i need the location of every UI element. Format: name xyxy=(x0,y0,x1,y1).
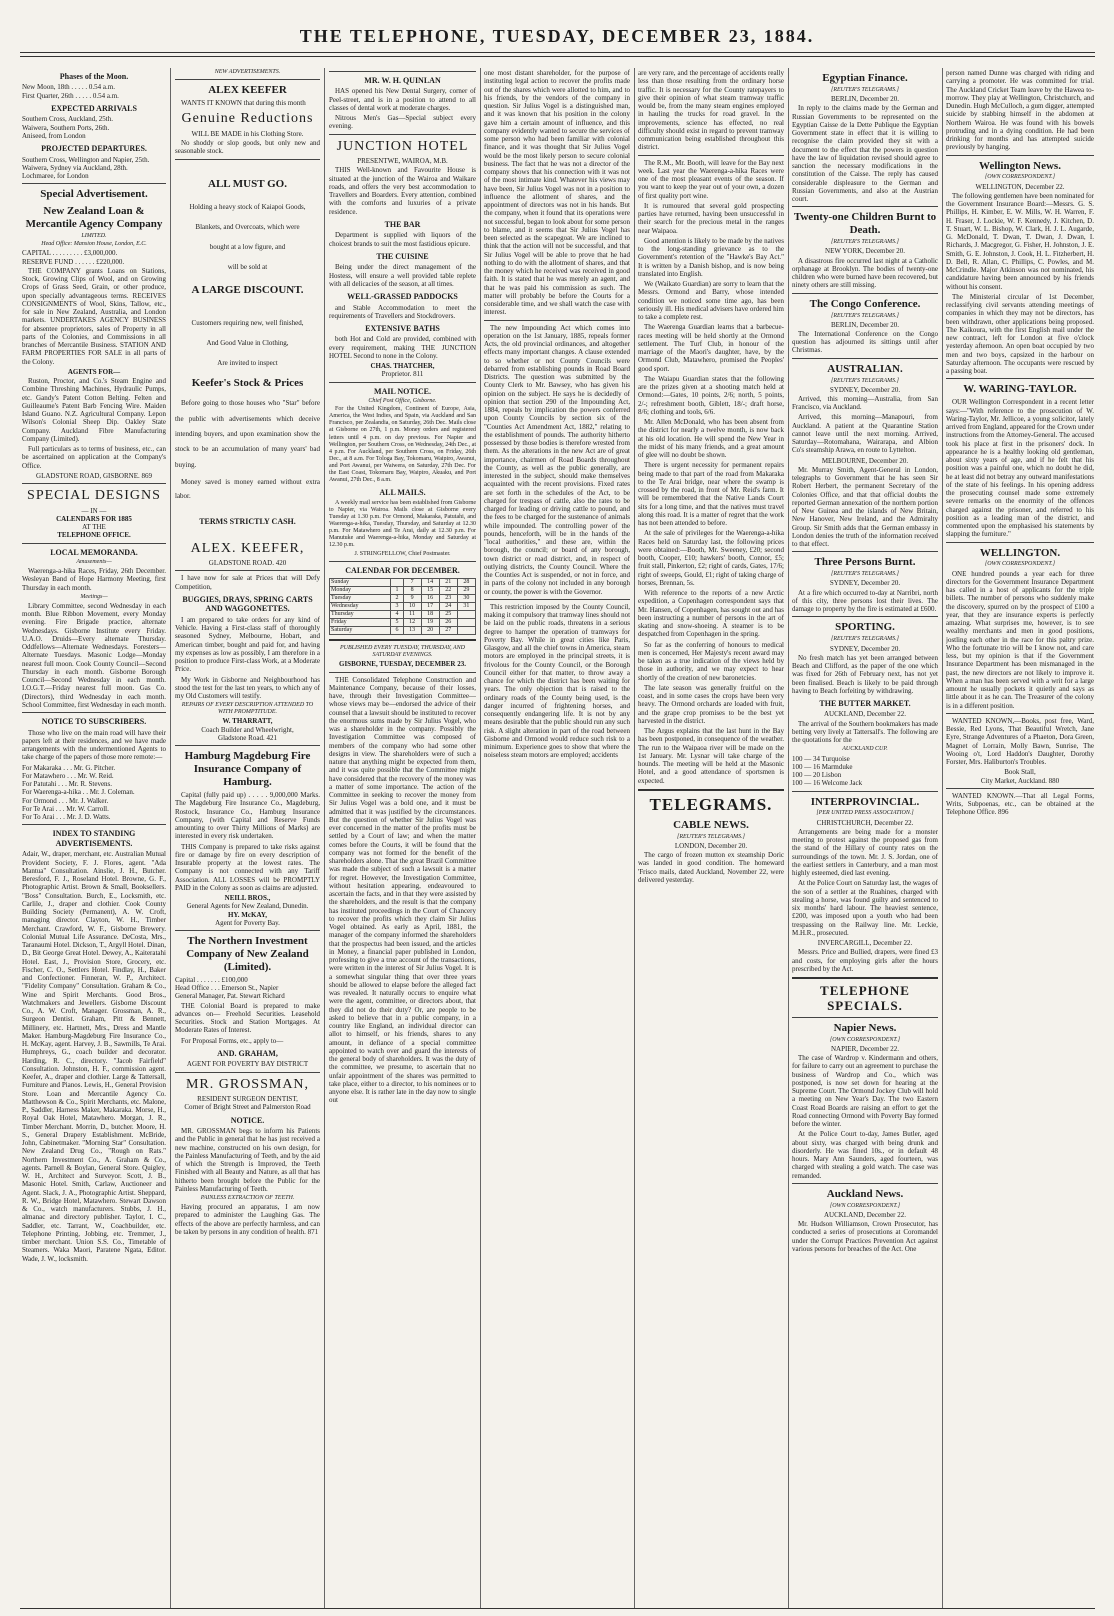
auckland-continued: person named Dunne was charged with riding and carrying a promoter. He was committed for trial. The Auckland Cricket Team leave by the Hawea to-morrow. They play at Wellington, Christchurch, and Dunedin. Hugh McCulloch, a gum digger, attempted suicide by stabbing himself in the abdomen at Northern Wairoa. He was found with his bowels protruding and in a dying condition. He had been drinking for months and has attempted suicide previously by hanging. xyxy=(946,69,1094,152)
telephone-specials-heading: TELEPHONE SPECIALS. xyxy=(820,983,910,1014)
genuine-reductions: Genuine Reductions xyxy=(181,111,314,127)
news-item: The late season was generally fruitful on the coast, and in some cases the crops have been very heavy. The Ormond orchards are loaded with fruit, and the grape crop promises to be the best yet harvested in the district. xyxy=(638,683,784,725)
calendar-day-name: Wednesday xyxy=(330,602,391,610)
calendar-date: 12 xyxy=(403,618,421,626)
police-body: At the Police Court on Saturday last, the wages of the son of a settler at the Ruahines, charged with stealing a horse, was found guilty and sentenced to six months' hard labour. The heaviest sentence, £200, was imposed upon a youth who had been trespassing on the Railway line. Mr. Leckie, M.H.R., prosecuted. xyxy=(792,879,938,937)
calendar-date: 22 xyxy=(439,586,457,594)
keefer-stock-heading: Keefer's Stock & Prices xyxy=(191,377,304,390)
coach-address: Gladstone Road. 421 xyxy=(218,733,277,742)
odds-line: 100 — 16 Welcome Jack xyxy=(792,779,863,788)
burnt-heading: Three Persons Burnt. xyxy=(814,556,916,569)
calendar-date xyxy=(457,618,475,626)
cable-body: The cargo of frozen mutton ex steamship Doric was landed in good condition. The homeward 'Frisco mails, dated Auckland, November 22, were delivered yesterday. xyxy=(638,851,784,884)
wellington-body: The following gentlemen have been nominated for the Government Insurance Board:—Messrs. G. S. Phillips, H. Kimber, E. W. Mills, W. H. Warren, F. H. Fraser, J. Lockie, W. F. Kennedy, J. Kitchen, D. T. Stuart, W. L. Bishop, W. Clark, H. J. L. Augarde, G. McDonald, T. Dwan, T. Dwan, J. Dwan, I. Richards, J. Macgregor, G. Fisher, H. Johnston, J. E. Smith, G. E. Johnston, J. Cook, H. L. Fitzherbert, H. D. Bell, R. Allan, C. Phillips, C. Powles, and M. McCrindle. Major Atkinson was not nominated, his candidature having been announced by his friends without his consent. xyxy=(946,191,1094,291)
column-rule xyxy=(788,68,789,1608)
auckland-news-heading: Auckland News. xyxy=(826,1187,904,1200)
northern-manager: General Manager, Pat. Stewart Richard xyxy=(175,992,285,1001)
before-going-body: Before going to those houses who "Star" before the public with advertisements which deceive intending buyers, and upon examination show the stock to be an accumulation of many years' bad buying. xyxy=(175,399,320,469)
column-3 xyxy=(329,68,476,1608)
hamburg-title: Hamburg Magdeburg Fire Insurance Company of Hamburg. xyxy=(184,750,311,789)
calendar-row xyxy=(330,610,476,618)
news-item: So far as the conferring of honours to medical men is concerned, Her Majesty's recent award may be taken as a true indication of the views held by those in authority, and we may expect to hear shortly of the creation of new baronetcies. xyxy=(638,640,784,682)
own-correspondent-label: [OWN CORRESPONDENT.] xyxy=(984,174,1056,181)
agents-heading: AGENTS FOR— xyxy=(67,367,121,376)
calendar-date: 2 xyxy=(391,594,403,602)
own-correspondent-label: [OWN CORRESPONDENT.] xyxy=(984,561,1056,568)
calendar-date: 30 xyxy=(457,594,475,602)
quinlan-note: Nitrous Men's Gas—Special subject every evening. xyxy=(329,114,476,131)
amusements-body: Waerenga-a-hika Races, Friday, 26th December. Wesleyan Band of Hope Harmony Meeting, first Thursday in each month. xyxy=(22,567,166,592)
sporting-body: No fresh match has yet been arranged between Beach and Clifford, as the paper of the one which was fixed for 26th of February next, has not yet been finalised. Beach is likely to be paid through having to Beach forfeiting by withdrawing. xyxy=(792,653,938,695)
new-ads-label: NEW ADVERTISEMENTS. xyxy=(214,69,281,75)
interprovincial-body: Arrangements are being made for a monster meeting to protest against the proposed gas from the stand of the Hillary of county rates on the surroundings of the town. Mr. J. S. Jordan, one of the earliest settlers in Canterbury, and a man most highly esteemed, died last evening. xyxy=(792,827,938,878)
published-line: PUBLISHED EVERY TUESDAY, THURSDAY, AND SATURDAY EVENINGS. xyxy=(339,645,466,659)
agent-line: For Ormond . . . Mr. J. Walker. xyxy=(22,796,109,805)
dateline: AUCKLAND, December 22. xyxy=(823,1210,907,1219)
calendar-date: 31 xyxy=(457,602,475,610)
congo-heading: The Congo Conference. xyxy=(809,297,921,310)
news-item: Good attention is likely to be made by the natives to the long-standing grievance as to the Government's retention of the "Hawke's Bay Act." It is written by a Danish bishop, and is now being translated into English. xyxy=(638,236,784,278)
buggies-body-2: My Work in Gisborne and Neighbourhood has stood the test for the last ten years, to which any of my Old Customers will testify. xyxy=(175,675,320,700)
news-item: There is urgent necessity for permanent repairs being made to that part of the road from Makaraka to the Te Arai bridge, near where the swamp is crossed by the road, in front of Mr. Reid's farm. It will be remembered that the Native Lands Court sits for a long time, and that the natives must travel along this road. It is a matter of regret that the work has not been attended to before. xyxy=(638,461,784,527)
keefer-name: ALEX KEEFER xyxy=(208,84,287,97)
arrival-line: Southern Cross, Auckland, 25th. xyxy=(22,115,113,124)
tide-line: First Quarter, 26th . . . . . 0.54 a.m. xyxy=(22,91,119,100)
reuters-label: [REUTER'S TELEGRAMS.] xyxy=(677,833,745,840)
invited-line: Are invited to inspect xyxy=(217,359,278,367)
column-1 xyxy=(22,68,166,1608)
agent-line: For Waerenga-a-hika . . Mr. J. Coleman. xyxy=(22,788,135,797)
napier-news-heading: Napier News. xyxy=(833,1021,897,1034)
calendar-day-name: Thursday xyxy=(330,610,391,618)
reuters-label: [REUTER'S TELEGRAMS.] xyxy=(831,86,899,93)
nzla-address: GLADSTONE ROAD, GISBORNE. 869 xyxy=(36,471,152,480)
reduction-body: No shoddy or slop goods, but only new and seasonable stock. xyxy=(175,139,320,156)
agents-body: Ruston, Proctor, and Co.'s Steam Engine and Combine Threshing Machines, Hydraulic Pumps, etc. Gandy's Patent Cotton Belting. Felten and Guilleaume's Patent Barb Fencing Wire. Maiden Island Guano. N.Z. Agricultural Company. Lepon Wilson's Colonial Sheep Dip. Oakley State Company. Auckland Fibre Manufacturing Company (Limited). xyxy=(22,377,166,443)
tides-heading: Phases of the Moon. xyxy=(59,72,129,81)
nzla-reserve: RESERVE FUND . . . . . . £220,000. xyxy=(22,257,125,266)
calendar-date: 20 xyxy=(421,627,439,635)
dateline: NEW YORK, December 20. xyxy=(825,247,905,256)
tharratt-name: W. THARRATT, xyxy=(222,717,273,726)
proprietor-label: Proprietor. 811 xyxy=(381,370,424,379)
nzla-capital: CAPITAL . . . . . . . . . £3,000,000. xyxy=(22,249,118,258)
meetings-body: Library Committee, second Wednesday in each month. Blue Ribbon Movement, every Monday evening. Fire Brigade practice, alternate Wednesdays. Gisborne Institute every Friday. U.A.O. Druids—Every alternate Thursday. Oddfellows—Alternate Wednesdays. Foresters—Alternate Tuesdays. Masonic Lodge—Monday nearest full moon. Cook County Council—Second Thursday in each month. Gisborne Borough Council—Second Wednesday in each month. I.O.G.T.—Friday nearest full moon. Gas Co. (Directors), third Wednesday in each month. School Committee, first Wednesday in each month. xyxy=(22,601,166,709)
holding-line: Holding a heavy stock of Kaiapoi Goods, xyxy=(189,202,306,211)
dateline: SYDNEY, December 20. xyxy=(829,385,901,394)
column-rule xyxy=(634,68,635,1608)
northern-title: The Northern Investment Company of New Zealand (Limited). xyxy=(186,935,309,973)
column-7 xyxy=(946,68,1094,1608)
mail-notice-heading: MAIL NOTICE. xyxy=(374,386,431,396)
nzla-title: New Zealand Loan & Mercantile Agency Company xyxy=(25,205,163,231)
column-rule xyxy=(170,68,171,1608)
notice-subscribers-heading: NOTICE TO SUBSCRIBERS. xyxy=(41,717,147,727)
reuters-label: [REUTER'S TELEGRAMS.] xyxy=(831,377,899,384)
calendar-date: 17 xyxy=(421,602,439,610)
bar-heading: THE BAR xyxy=(384,219,421,229)
telegrams-heading: TELEGRAMS. xyxy=(649,794,773,814)
congo-body: The International Conference on the Congo question has adjourned its sittings until after Christmas. xyxy=(792,329,938,355)
repairs-line: REPAIRS OF EVERY DESCRIPTION ATTENDED TO WITH PROMPTITUDE. xyxy=(181,702,314,716)
calendar-date: 18 xyxy=(421,610,439,618)
calendar-row xyxy=(330,618,476,626)
butter-body: The arrival of the Southern bookmakers has made betting very lively at Tattersall's. The following are the quotations for the xyxy=(792,719,938,745)
calendar-date: 8 xyxy=(403,586,421,594)
calendar-date: 3 xyxy=(391,602,403,610)
hamburg-body: Capital (fully paid up) . . . . . 9,000,000 Marks. The Magdeburg Fire Insurance Co., Magdeburg, Rostock, Insurance Co., Hamburg Insurance Company, (with Capital and Reserve Funds amounting to over Thirty Millions of Marks) are interested in every risk undertaken. xyxy=(175,791,320,841)
news-item: With reference to the reports of a new Arctic expedition, a Copenhagen correspondent says that Mr. Hansen, of Copenhagen, has sought out and has been instructing a number of persons in the art of skating and snow-shoeing. A steamer is to be despatched from Copenhagen in the spring. xyxy=(638,589,784,639)
interprovincial-heading: INTERPROVINCIAL. xyxy=(810,795,920,808)
city-market: City Market, Auckland. 880 xyxy=(980,776,1060,785)
buggies-body: I am prepared to take orders for any kind of Vehicle. Having a First-class staff of thoroughly seasoned Sydney, Melbourne, Hobart, and American timber, bought and paid for, and having my expenses as low as possibly, I am therefore in a position to produce First-class Work, at a Moderate Price. xyxy=(175,615,320,674)
calendar-row xyxy=(330,594,476,602)
egypt-heading: Egyptian Finance. xyxy=(822,72,908,84)
calendar-date: 19 xyxy=(421,618,439,626)
calendar-day-name: Sunday xyxy=(330,578,391,586)
masthead-rule-top xyxy=(20,52,1095,53)
index-heading: INDEX TO STANDING ADVERTISEMENTS. xyxy=(52,829,136,848)
reuters-label: [REUTER'S TELEGRAMS.] xyxy=(831,312,899,319)
calendar-date xyxy=(391,578,403,586)
northern-body: THE Colonial Board is prepared to make advances on— Freehold Securities. Leasehold Securities. Stock and Station Mortgages. At Moderate Rates of Interest. xyxy=(175,1001,320,1035)
good-value-line: And Good Value in Clothing, xyxy=(206,338,289,347)
baths-heading: EXTENSIVE BATHS xyxy=(365,324,440,334)
news-item: The R.M., Mr. Booth, will leave for the Bay next week. Last year the Waerenga-a-hika Races were one of the most pleasant events of the season. If you want to keep the year out of your own, a dozen of first quality port wine. xyxy=(638,158,784,200)
own-correspondent-label: [OWN CORRESPONDENT.] xyxy=(829,1036,901,1043)
special-designs-heading: SPECIAL DESIGNS xyxy=(27,488,161,504)
junction-hotel-title: JUNCTION HOTEL xyxy=(336,138,469,154)
amusements-label: Amusements— xyxy=(76,559,112,566)
calendar-date: 23 xyxy=(439,594,457,602)
baths-body: both Hot and Cold are provided, combined with every requirement, making THE JUNCTION HOTEL Second to none in the Colony. xyxy=(329,335,476,360)
reuters-label: [REUTER'S TELEGRAMS.] xyxy=(831,636,899,643)
all-mails-heading: ALL MAILS. xyxy=(379,488,426,498)
calendar-date: 9 xyxy=(403,594,421,602)
odds-line: 100 — 20 Lisbon xyxy=(792,771,842,780)
graham-sub: AGENT FOR POVERTY BAY DISTRICT xyxy=(186,1060,309,1069)
arrival-line: Waiwera, Southern Ports, 26th. xyxy=(22,123,110,132)
date-line: GISBORNE, TUESDAY, DECEMBER 23. xyxy=(339,660,466,669)
in-label: — IN — xyxy=(81,506,107,515)
invercargill-body: Messrs. Price and Bullied, drapers, were fined £3 and costs, for employing girls after the hours prescribed by the Act. xyxy=(792,948,938,973)
nzla-footer: Full particulars as to terms of business, etc., can be ascertained on application at the Company's Office. xyxy=(22,445,166,470)
editorial-body: THE Consolidated Telephone Construction and Maintenance Company, because of their losses, have, through their Investigation Committee—whose views may be—endorsed the advice of their counsel that a lawsuit should be instituted to recover the enormous sums made by Sir Julius Vogel, who was a shareholder in the company. Possibly the Investigation Committee was composed of members of the company who had some other designs in view. The shareholders were of such a nature that anything might be expected from them, and it was quite possible that the Committee might have considered that the recovery of the money was a matter of some importance. The action of the Committee in seeking to recover the money from Sir Julius Vogel was a bold one, and it must be admitted that it was justified by the circumstances. But the question of whether Sir Julius Vogel was ever concerned in the matter of the profits must be settled by a Court of law; and when the matter comes before the Courts, it will be found that the company was not formed for the benefit of the shareholders alone. That the great Brazil Committee was made the subject of such a lawsuit is a matter for regret. However, the Investigation Committee, without hesitation appearing, endeavoured to ascertain the facts, and in that they were assisted by the shareholders, and the result is that the company has instituted proceedings in the Court of Chancery to recover the profits which they claim Sir Julius Vogel obtained. As early as April, 1881, the manager of the company informed the shareholders that the prospectus had been issued, and the articles in Money, a financial paper published in London, professing to give a true account of the transactions, were written in the interest of Sir Julius Vogel. It is a somewhat singular thing that over three years should be allowed to elapse before the alleged fact was revealed. It naturally occurs to enquire what were the agent, committee, or directors about, that they did not do their duty? Or, are people to be asked to believe that in a public company, in a country like England, an individual director can allot to himself, or his friends, shares to any amount, in defiance of a special committee appointed to watch over and guard the interests of the general body of shareholders. It was the duty of the committee, we presume, to ascertain that no unfair appointment of the shares was permitted to take place, either to a director, to his nominees or to anyone else. It is rather late in the day now to single out xyxy=(329,675,476,1105)
keefer-signature: ALEX. KEEFER, xyxy=(190,540,305,556)
agent-line: For To Arai . . . Mr. J. D. Watts. xyxy=(22,813,111,822)
quinlan-body: HAS opened his New Dental Surgery, corner of Peel-street, and is in a position to attend to all classes of dental work at moderate charges. xyxy=(329,87,476,112)
calendar-date: 25 xyxy=(439,610,457,618)
blankets-line: Blankets, and Overcoats, which were xyxy=(195,222,300,231)
masthead-rule-bottom xyxy=(20,56,1095,57)
odds-line: 100 — 34 Turquoise xyxy=(792,754,850,763)
dateline: AUCKLAND, December 22. xyxy=(823,710,907,719)
wanted-books-ad: WANTED KNOWN,—Books, post free, Ward, Bessie, Red Lyons, That Beautiful Wretch, Jane Eyre, Strange Adventures of a Phaeton, Dora Green, Magnet of Lorrain, Molly Bawn, Sunrise, The Wooing o't, Lord Haddon's Daughter, Dorothy Forster, Mrs. Haliburton's Troubles. xyxy=(946,716,1094,767)
dateline: BERLIN, December 20. xyxy=(830,320,900,329)
calendar-date: 7 xyxy=(403,578,421,586)
editorial-continued: one most distant shareholder, for the purpose of instituting legal action to recover the profits made out of the shares which were allotted to him, and to his friends, by the vendors of the company in question. Sir Julius Vogel is a distinguished man, and it was known that his position in the colony gave him a certain amount of influence, and this company evidently wanted to secure the services of some person who had been familiar with colonial finance, and it was thought that Sir Julius Vogel would be the most likely person to secure colonial business. The fact that he was not a director of the company shows that his connection with it was not of the most intimate kind. Whatever his views may have been, Sir Julius Vogel was not in a position to influence the allotment of shares, and the appointment of directors was not in his hands. But the company, when it found that its operations were not successful, began to look about for some person to blame, and it seems that Sir Julius Vogel has been selected as the scapegoat. We are inclined to think that the action will not be successful, and that Sir Julius Vogel will be able to prove that he had nothing to do with the allotment of shares, and that the money which he received was received in good faith. It is stated that he was merely an agent, and that he was paid his commission as such. The matter will probably be before the Courts for a considerable time, and we shall watch the case with interest. xyxy=(484,69,630,317)
calendar-date: 11 xyxy=(403,610,421,618)
wanted-forms-ad: WANTED KNOWN.—That all Legal Forms, Writs, Subpoenas, etc., can be obtained at the Telephone Office. 896 xyxy=(946,791,1094,817)
news-item: The Waerenga Guardian learns that a barbecue-races meeting will be held shortly at the Ormond settlement. The Turf Club, in honour of the marriage of the Maori's daughter, have, by the Ormond Club, Matawhero, promised the Peoples' good sport. xyxy=(638,323,784,373)
masthead-title: THE TELEPHONE, TUESDAY, DECEMBER 23, 1884. xyxy=(299,26,815,46)
calendar-date: 29 xyxy=(457,586,475,594)
press-assoc-label: [PER UNITED PRESS ASSOCIATION.] xyxy=(816,810,914,817)
calendar-date: 14 xyxy=(421,578,439,586)
news-item: Mr. Allen McDonald, who has been absent from the district for nearly a twelve month, is now back at his old location. He will spend the New Year in the midst of his many friends, and a great amount of glee will no doubt be shown. xyxy=(638,418,784,459)
cuisine-body: Being under the direct management of the Hostess, will ensure a well provided table replete with all delicacies of the season, at all times. xyxy=(329,263,476,288)
keefer-intro: WANTS IT KNOWN that during this month xyxy=(181,99,306,108)
book-stall: Book Stall, xyxy=(1004,768,1036,777)
waring-taylor-body: OUR Wellington Correspondent in a recent letter says:—"With reference to the prosecution of W. Waring-Taylor, Mr. Jellicoe, a young solicitor, lately arrived from England, appeared for the Crown under instructions from the Attorney-General. The accused took his place at first in the prisoners' dock. In appearance he is a healthy looking old gentleman, about sixty years of age, and if he felt that his position was a painful one, which no doubt he did, he at least did not betray any outward manifestations of the state of his feelings. In his opening address the prosecuting counsel made some extremely severe remarks on the enormity of the offences charged against the prisoner, and referred to his position as a leading man of the district, and commented upon the emphasised his statements by slapping the furniture." xyxy=(946,398,1094,539)
calendar-heading: CALENDAR FOR DECEMBER. xyxy=(345,566,460,576)
junction-hotel-body: THIS Well-known and Favourite House is situated at the junction of the Wairoa and Waikare roads, and offers the very best accommodation to Travellers and Boarders. Every attention, combined with the comforts and luxuries of a private residence. xyxy=(329,166,476,216)
calendar-row xyxy=(330,627,476,635)
calendar-row xyxy=(330,578,476,586)
wellington-heading: WELLINGTON. xyxy=(979,546,1061,559)
mail-notice-sub: Chief Post Office, Gisborne. xyxy=(368,398,437,405)
column-6 xyxy=(792,68,938,1608)
calendar-day-name: Tuesday xyxy=(330,594,391,602)
calendar-date: 26 xyxy=(439,618,457,626)
bought-line: bought at a low figure, and xyxy=(209,243,286,252)
calendar-date: 6 xyxy=(391,627,403,635)
news-item: We (Waikato Guardian) are sorry to learn that the Messrs. Ormond and Barry, whose intended condition we noticed some time ago, has been seriously ill. His medical advisers have ordered him to take a complete rest. xyxy=(638,280,784,321)
departure-line: Lochmaree, for London xyxy=(22,172,89,181)
column-rule xyxy=(942,68,943,1608)
calendar-date: 1 xyxy=(391,586,403,594)
neill-bros: NEILL BROS., xyxy=(224,894,271,903)
waring-taylor-heading: W. WARING-TAYLOR. xyxy=(963,383,1077,396)
calendar-day-name: Monday xyxy=(330,586,391,594)
napier-body-2: At the Police Court to-day, James Butler, aged about sixty, was charged with being drunk and disorderly. He was fined 10s., or in default 48 hours. Mary Ann Saunders, aged fourteen, was charged with stealing a gold watch. The case was remanded. xyxy=(792,1130,938,1180)
calendar-date xyxy=(457,627,475,635)
calendar-date: 24 xyxy=(439,602,457,610)
calendar-date: 5 xyxy=(391,618,403,626)
calendar-row xyxy=(330,602,476,610)
wellington-body-2: The Ministerial circular of 1st December, reclassifying civil servants attending meetings of companies in which they may not be directors, has been withdrawn, other applications being proposed. The Kaikoura, with the first English mail under the new contract, left for London at five o'clock yesterday afternoon. An open boat occupied by two men and two boys, capsized in the harbour on Saturday afternoon. The occupants were rescued by a passing boat. xyxy=(946,292,1094,376)
arrivals-heading: EXPECTED ARRIVALS xyxy=(51,103,137,113)
northern-proposal: For Proposal Forms, etc., apply to— xyxy=(181,1036,284,1045)
paddocks-heading: WELL-GRASSED PADDOCKS xyxy=(347,292,458,302)
cable-news-heading: CABLE NEWS. xyxy=(673,818,749,831)
calendar-date: 16 xyxy=(421,594,439,602)
bar-body: Department is supplied with liquors of the choicest brands to suit the most fastidious epicure. xyxy=(329,231,476,248)
own-correspondent-label: [OWN CORRESPONDENT.] xyxy=(829,1202,901,1209)
grossman-notice: NOTICE. xyxy=(230,1115,265,1125)
mckay-sub: Agent for Poverty Bay. xyxy=(215,918,280,927)
burnt-body: At a fire which occurred to-day at Narribri, north of this city, three persons lost their lives. The damage to property by the fire is estimated at £600. xyxy=(792,588,938,614)
news-item: The Waiapu Guardian states that the following are the prizes given at a shooting match held at Ormond:—Gates, 10 points, 2/6; north, 5 points, 2/-; refreshment booth, Giblett, 18/-; draft horse, 8/6; clothing and tools, 6/6. xyxy=(638,374,784,416)
cuisine-heading: THE CUISINE xyxy=(376,251,429,261)
will-be-sold-line: will be sold at xyxy=(227,263,268,272)
nzla-body: THE COMPANY grants Loans on Stations, Stock, Growing Clips of Wool, and on Growing Crops of Grass Seed, Grain, or other produce, upon specially advantageous terms. RECEIVES CONSIGNMENTS of Wool, Skins, Tallow, etc., for sale in New Zealand, Australia, and London markets. UNDERTAKES AGENCY BUSINESS for absentee proprietors, sales of Property in all parts of the Colonies, and Commissions in all branches of Mercantile Business. STATION AND FARM PROPERTIES FOR SALE in all parts of the Colony. xyxy=(22,266,166,366)
calendar-date: 13 xyxy=(403,627,421,635)
calendars-label: CALENDARS FOR 1885 xyxy=(56,514,132,523)
column-rule xyxy=(324,68,325,1608)
mail-notice-body: For the United Kingdom, Continent of Europe, Asia, America, the West Indies, and Spain, via Auckland and San Francisco, per Zealandia, on Saturday, 26th Dec. Mails close at Gisborne on 27th, 1 p.m. Money orders and registered letters until 4 p.m. on day previous. For Napier and Wellington, per Southern Cross, on Wednesday, 24th Dec., at 4 p.m. For Auckland, per Southern Cross, on Friday, 26th Dec., at 8 a.m. For Tologa Bay, Tokomaru, Waipiro, Awanui, and Port Awanui, per Waiwera, on Saturday, 27th Dec. For the East Coast, Tokomaru Bay, Waipiro, Akuaku, and Port Awanui, 27th Dec., 8 a.m. xyxy=(329,406,476,483)
notice-subscribers-body: Those who live on the main road will have their papers left at their residences, and we have made arrangements with the undermentioned Agents to take charge of the papers of those more remote:— xyxy=(22,728,166,762)
painless-body: Having procured an apparatus, I am now prepared to administer the Laughing Gas. The effects of the above are perfectly harmless, and can be taken by persons in any condition of health. 871 xyxy=(175,1203,320,1236)
column-rule xyxy=(480,68,481,1608)
australian-body-2: Arrived, this morning—Manapouri, from Auckland. A patient at the Quarantine Station cannot leave until the next morning. Arrived, Saturday—Rotomahana, Wairarapa, and Albion Co's steamship Arawa, en route to Lyttelton. xyxy=(792,413,938,455)
thatcher-name: CHAS. THATCHER, xyxy=(370,362,435,371)
grossman-name: MR. GROSSMAN, xyxy=(185,1076,310,1092)
agent-line: For Makaraka . . . Mr. G. Pitcher. xyxy=(22,763,116,772)
paddocks-body: and Stable Accommodation to meet the requirements of Travellers and Stockdrovers. xyxy=(329,303,476,320)
dateline: SYDNEY, December 20. xyxy=(829,644,901,653)
telephone-office-label: TELEPHONE OFFICE. xyxy=(57,531,131,540)
column-5 xyxy=(638,68,784,1608)
children-body: A disastrous fire occurred last night at a Catholic orphanage at Brooklyn. The bodies of twenty-one children who were burned have been recovered, but ninety others are still missing. xyxy=(792,256,938,290)
restriction-article: This restriction imposed by the County Council, making it compulsory that tramway lines should not be laid on the public roads, threatens in a serious degree to hamper the operation of tramways for Poverty Bay. While in great cities like Paris, Glasgow, and all the chief towns in America, steam motors are employed in the principal streets, it is frivolous for the County Council, or the Borough Council either for that matter, to throw away a chance for which the district has been waiting for years. The only objection that is raised to the ordinary roads of the County being used, is the danger incurred of frightening horses, and consequently endangering life. It is not by any means desirable that the public should run any such risk. A slight alteration in part of the road between Gisborne and Ormond would reduce such risk to a minimum. Experience goes to show that where the noiseless steam motors are employed; accidents xyxy=(484,602,630,760)
calendar-date: 27 xyxy=(439,627,457,635)
nzla-limited: LIMITED. xyxy=(81,233,107,240)
australian-body: Arrived, this morning—Australia, from San Francisco, via Auckland. xyxy=(792,394,938,412)
graham-name: AND. GRAHAM, xyxy=(217,1048,278,1058)
calendar-date: 4 xyxy=(391,610,403,618)
calendar-table xyxy=(329,578,476,636)
tide-line: New Moon, 18th . . . . . 0.54 a.m. xyxy=(22,83,115,92)
odds-line: 100 — 16 Marmduke xyxy=(792,762,853,771)
egypt-body: In reply to the claims made by the German and Russian Governments to be represented on the Egyptian Caisse de la Dette Publique the Egyptian Government state in effect that it is willing to recognise the claim provided they sit with a document to the effect that the powers in question have the law of liquidation revised should agree to sanction the necessary modifications in the constitution of the Caisse. The reply has caused considerable displeasure to the German and Russian Governments, and also at the Austrian court. xyxy=(792,104,938,204)
calendar-date: 21 xyxy=(439,578,457,586)
dateline: NAPIER, December 22. xyxy=(830,1044,900,1053)
melbourne-body: Mr. Murray Smith, Agent-General in London, telegraphs to Government that he has seen Sir Robert Herbert, the permanent Secretary of the Colonies Office, and that that official doubts the reported German annexation of the northern portion of New Guinea and the islands of New Britain, New Hanover, New Ireland, and the Admiralty Group. Sir Smith adds that the German embassy in London denies the truth of the information received to that effect. xyxy=(792,465,938,549)
news-item: It is rumoured that several gold prospecting parties have returned, having been unsuccessful in their search for the precious metal in the ranges near Waipaoa. xyxy=(638,201,784,235)
grossman-address: Corner of Bright Street and Palmerston Road xyxy=(184,1103,311,1112)
northern-capital: Capital . . . . . . . £100,000 xyxy=(175,975,248,984)
northern-office: Head Office . . . Emerson St., Napier xyxy=(175,984,279,993)
departure-line: Waiwera, Sydney via Auckland, 28th. xyxy=(22,163,128,172)
london-dateline: LONDON, December 20. xyxy=(674,841,748,850)
special-advertisement-heading: Special Advertisement. xyxy=(40,188,148,201)
all-must-go: ALL MUST GO. xyxy=(208,177,287,190)
wellington-news-heading: Wellington News. xyxy=(979,159,1061,172)
reuters-label: [REUTER'S TELEGRAMS.] xyxy=(831,571,899,578)
dateline: INVERCARGILL, December 22. xyxy=(817,939,913,948)
neill-sub: General Agents for New Zealand, Dunedin. xyxy=(186,902,309,911)
column-2 xyxy=(175,68,320,1608)
grossman-body: MR. GROSSMAN begs to inform his Patients and the Public in general that he has just received a new machine, constructed on his own design, for the Painless Manufacturing of Teeth, and by the aid of which the Strength is Improved, the Teeth Finished with all Beauty and Nature, as all that has hitherto been brought before the Public for the Painless Manufacturing of Teeth. xyxy=(175,1127,320,1193)
children-heading: Twenty-one Children Burnt to Death. xyxy=(793,211,937,237)
money-saved: Money saved is money earned without extra labor. xyxy=(175,478,320,501)
calendar-date: 15 xyxy=(421,586,439,594)
calendar-date xyxy=(457,610,475,618)
painless-heading: PAINLESS EXTRACTION OF TEETH. xyxy=(200,1195,295,1202)
reuters-label: [REUTER'S TELEGRAMS.] xyxy=(831,239,899,246)
dateline: CHRISTCHURCH, December 22. xyxy=(816,818,914,827)
junction-hotel-sub: PRESENTWE, WAIROA, M.B. xyxy=(357,157,448,166)
terms-cash: TERMS STRICTLY CASH. xyxy=(199,517,296,527)
departure-line: Southern Cross, Wellington and Napier, 25th. xyxy=(22,155,150,164)
arrival-line: Aniseed, from London xyxy=(22,131,86,140)
calendar-day-name: Friday xyxy=(330,618,391,626)
keefer-address: GLADSTONE ROAD. 420 xyxy=(208,559,287,568)
calendar-row xyxy=(330,586,476,594)
nzla-office: Head Office: Mansion House, London, E.C. xyxy=(41,241,147,248)
page-bottom-rule xyxy=(20,1608,1095,1609)
agent-line: For Te Arai . . . Mr. W. Carroll. xyxy=(22,804,109,813)
dateline: BERLIN, December 20. xyxy=(830,95,900,104)
news-item: At the sale of privileges for the Waerenga-a-hika Races held on Saturday last, the following prices were obtained:—Booth, Mr. Sweeney, £20; second booth, Cooper, £10; hawkers' booth, Connor, £5; fruit stall, Pinkerton, £2; right of cards, Gates, 17/6; right of sweeps, Gould, £1; right of taking charge of horses, Brennan, 5s. xyxy=(638,529,784,587)
agent-line: For Patutahi . . . Mr. R. Stevens. xyxy=(22,780,113,789)
calendar-day-name: Saturday xyxy=(330,627,391,635)
column-4 xyxy=(484,68,630,1608)
index-body: Adair, W., draper, merchant, etc. Australian Mutual Provident Society, F. J. Flores, agent. "Ada Mantua" Consultation. Ainslie, J. H., Butcher. Beresford, F. J., Roseland Hotel. Browne, G. F., Photographic Artist. Brown & Small, Booksellers. "Boss" Consultation. Burch, E., Locksmith, etc. Carlile, J., draper and clothier. Cook County Building Society (Permanent), A. W. Croft, managing director. Clayton, W. H., Timber Merchant. Crawford, W. F., Gisborne Brewery. Colonial Mutual Life Assurance. DeCosta, Mrs., Taranaumi Hotel. Dickson, T., Argyll Hotel. Dinan, D., Bit George Great Hotel. Dewey, A., Kaiteratahi Hotel. East, J., Provision Store, Grocery, etc. Fischer, C. O., Settlers Hotel. Findlay, H., Baker and Confectioner. Finneran, W. P., Architect. "Fidelity Company" Consultation. Graham & Co., Wine and Spirit Merchants. Good Bros., Watchmakers and Jewellers. Gisborne Discount Co., A. W. Croft, Manager. Grossman, A. R., Surgeon Dentist. Graham, Pitt & Bennett, Millinery, etc. Hartnett, Mrs., Dress and Mantle Maker. Hamburg-Magdeburg Fire Insurance Co., H. McKay, agent. Harvey, J. B., Sawmills, Te Arai. Humphreys, G., coach builder and decorator. Harding, R. C., directory. "Jacob Fairfield" Consultation. Johnston, H. F., commission agent. Keefer, A., draper and clothier. Large & Tattersall, Furniture and Pianos. Lewis, H., General Provision Store. Loan and Mercantile Agency Co. Matthewson & Co., Spirit Merchants, etc. Malone, P., Saddler, Harness Maker, Makaraka. Morse, H., Royal Oak Hotel, Matawhero. Morgan, J. R., Timber Merchant. Morrin, D., butcher. Moore, H. S., General Drapery Establishment. McBride, John, Cabinetmaker. "Morning Star" Consultation. New Zealand Drug Co., "Rough on Rats." Northern Investment Co., A. Graham & Co., agents. Parnell & Boylan, General Store. Quigley, W. H., Architect and Surveyor. Scott, J. B., Masonic Hotel. Smith, Carlaw, Auctioneer and Agent. Slack, J. A., Photographic Artist. Sheppard, R. W., Bridge Hotel, Matawhero. Stewart Dawson & Co., watch manufacturers. Stubbs, J. H., almanac and directory publisher. Taylor, I. C., Saddler, etc. Tarrant, W., Coachbuilder, etc. Telephone Printing, Jobbing, etc. Tremmer, J., timber merchant. Union S.S. Co., Timetable of Steamers. Waka Maori, Paratene Ngata, Editor. Wade, J. W., locksmith. xyxy=(22,850,166,1263)
grossman-sub: RESIDENT SURGEON DENTIST, xyxy=(197,1095,298,1104)
sporting-heading: SPORTING. xyxy=(835,621,895,634)
departures-heading: PROJECTED DEPARTURES. xyxy=(41,144,147,154)
quinlan-title: MR. W. H. QUINLAN xyxy=(364,76,441,85)
impounding-article: The new Impounding Act which comes into operation on the 1st January, 1885, repeals former Acts, the old provincial ordinances, and altogether effects many important changes. A clause extended to so whether or not County Councils were debarred from establishing pounds in Road Board Districts. The question was submitted by the County Clerk to Mr. Bawsey, who has given his opinion on the subject. He says he is decidedly of opinion that section 290 of the Impounding Act, 1884, repeals by implication the powers conferred upon County Councils by section six of the "Counties Act Amendment Act, 1882," relating to the establishment of pounds. The authority hitherto possessed by those bodies is therefore wrested from them. As the alterations in the new Act are of great importance, chairmen of Road Boards throughout the County, as well as the public generally, are interested in the subject, should make themselves acquainted with the recent provisions. Fixed rates are set forth in the schedules of the Act, to be charged for trespass of cattle, also the rates to be charged for leading or driving cattle to pound, and the fees to be charged for the sustenance of animals while impounded. The controlling power of the pounds, henceforth, will be in the hands of the "local authorities," and these are, within the borough, the council; or board of any borough, town district or road district, and, in respect of outlying districts, the County Council. Where the the Counties Act is suspended, or not in force, and in parts of the colony not included in any borough or county, the power is with the Governor. xyxy=(484,323,630,596)
cup-label: AUCKLAND CUP. xyxy=(842,746,888,753)
large-discount: A LARGE DISCOUNT. xyxy=(191,283,304,296)
wellington-letter-body: ONE hundred pounds a year each for three directors for the Government Insurance Department has called in a host of applicants for the triple billets. The number of persons who suddenly make the discovery, spurred on by the prospect of £100 a year, that they are insurance experts is perfectly amazing. What surprises me, however, is to see wealthy merchants and men in good positions, jostling each other in the race for this paltry prize. Who the fortunate trio will be I know not, and care less, but my opinion is that if the Government Insurance Department has been mismanaged in the past, the new directors are not likely to improve it. When a man has been served with a writ for a large amount he usually pockets it quietly and says as little about it as he can. The Treasurer of the colony is in a different position. xyxy=(946,569,1094,710)
memoranda-heading: LOCAL MEMORANDA. xyxy=(50,547,138,557)
agent-line: For Matawhero . . . Mr. W. Reid. xyxy=(22,771,114,780)
hamburg-body-2: THIS Company is prepared to take risks against fire or damage by fire on every description of Insurable property at the lowest rates. The Company is not connected with any Tariff Association. ALL LOSSES will be PROMPTLY PAID in the Colony as soon as claims are adjusted. xyxy=(175,842,320,892)
calendar-date: 28 xyxy=(457,578,475,586)
napier-body: The case of Wardrop v. Kindermann and others, for failure to carry out an agreement to purchase the business of Wardrop and Co., which was postponed, is now set down for hearing at the Supreme Court. The Ormond Jockey Club will hold a meeting on New Year's Day. The two Eastern Coast Road Boards are raising an effort to get the Road connecting Ormond with Poverty Bay formed before the winter. xyxy=(792,1054,938,1129)
tramway-continued: are very rare, and the percentage of accidents really less than those resulting from the ordinary horse traffic. It is necessary for the County ratepayers to give their opinion of what steam tramway traffic would be, from the many steam engines employed in hauling the trucks for road gravel. In the improvements, science has effected, no real difficulty should exist in regard to prevent tramway communication being established throughout this district. xyxy=(638,69,784,152)
buggies-heading: BUGGIES, DRAYS, SPRING CARTS AND WAGGONETTES. xyxy=(182,594,313,614)
mckay-name: HY. McKAY, xyxy=(227,910,268,919)
will-be-made: WILL BE MADE in his Clothing Store. xyxy=(191,129,304,138)
at-the-label: AT THE xyxy=(82,523,106,532)
dateline: WELLINGTON, December 22. xyxy=(975,182,1065,191)
news-item: The Argus explains that the last hunt in the Bay has been postponed, in consequence of the weather. The run to the Waipaoa river will be made on the 1st January. Mr. Lysnar will take charge of the hounds. The meeting will be held at the Masonic Hotel, and a good attendance of sportsmen is expected. xyxy=(638,727,784,785)
postmaster: J. STRINGFELLOW, Chief Postmaster. xyxy=(354,551,451,558)
australian-heading: AUSTRALIAN. xyxy=(827,362,903,375)
all-mails-body: A weekly mail service has been established from Gisborne to Napier, via Wairoa. Mails close at Gisborne every Tuesday at 1.30 p.m. For Ormond, Makaraka, Patutahi, and Waerenga-a-hika, Tuesday, Thursday, and Saturday at 12.30 p.m. For Matawhero and Te Arai, daily at 12.30 p.m. For Manutuke and Waerenga-a-hika, Monday and Saturday at 12.30 p.m. xyxy=(329,499,476,548)
coach-builder: Coach Builder and Wheelwright, xyxy=(201,725,294,734)
butter-heading: THE BUTTER MARKET. xyxy=(819,699,911,708)
auckland-body: Mr. Hudson Williamson, Crown Prosecutor, has conducted a series of prosecutions at Coromandel under the Corrupt Practices Prevention Act against various persons for breaches of the Act. One xyxy=(792,1220,938,1253)
dateline: MELBOURNE, December 20. xyxy=(821,456,909,465)
customers-line: Customers requiring new, well finished, xyxy=(191,318,304,327)
prices-body: I have now for sale at Prices that will Defy Competition, xyxy=(175,574,320,591)
meetings-label: Meetings— xyxy=(80,593,108,600)
calendar-date: 10 xyxy=(403,602,421,610)
dateline: SYDNEY, December 20. xyxy=(829,579,901,588)
